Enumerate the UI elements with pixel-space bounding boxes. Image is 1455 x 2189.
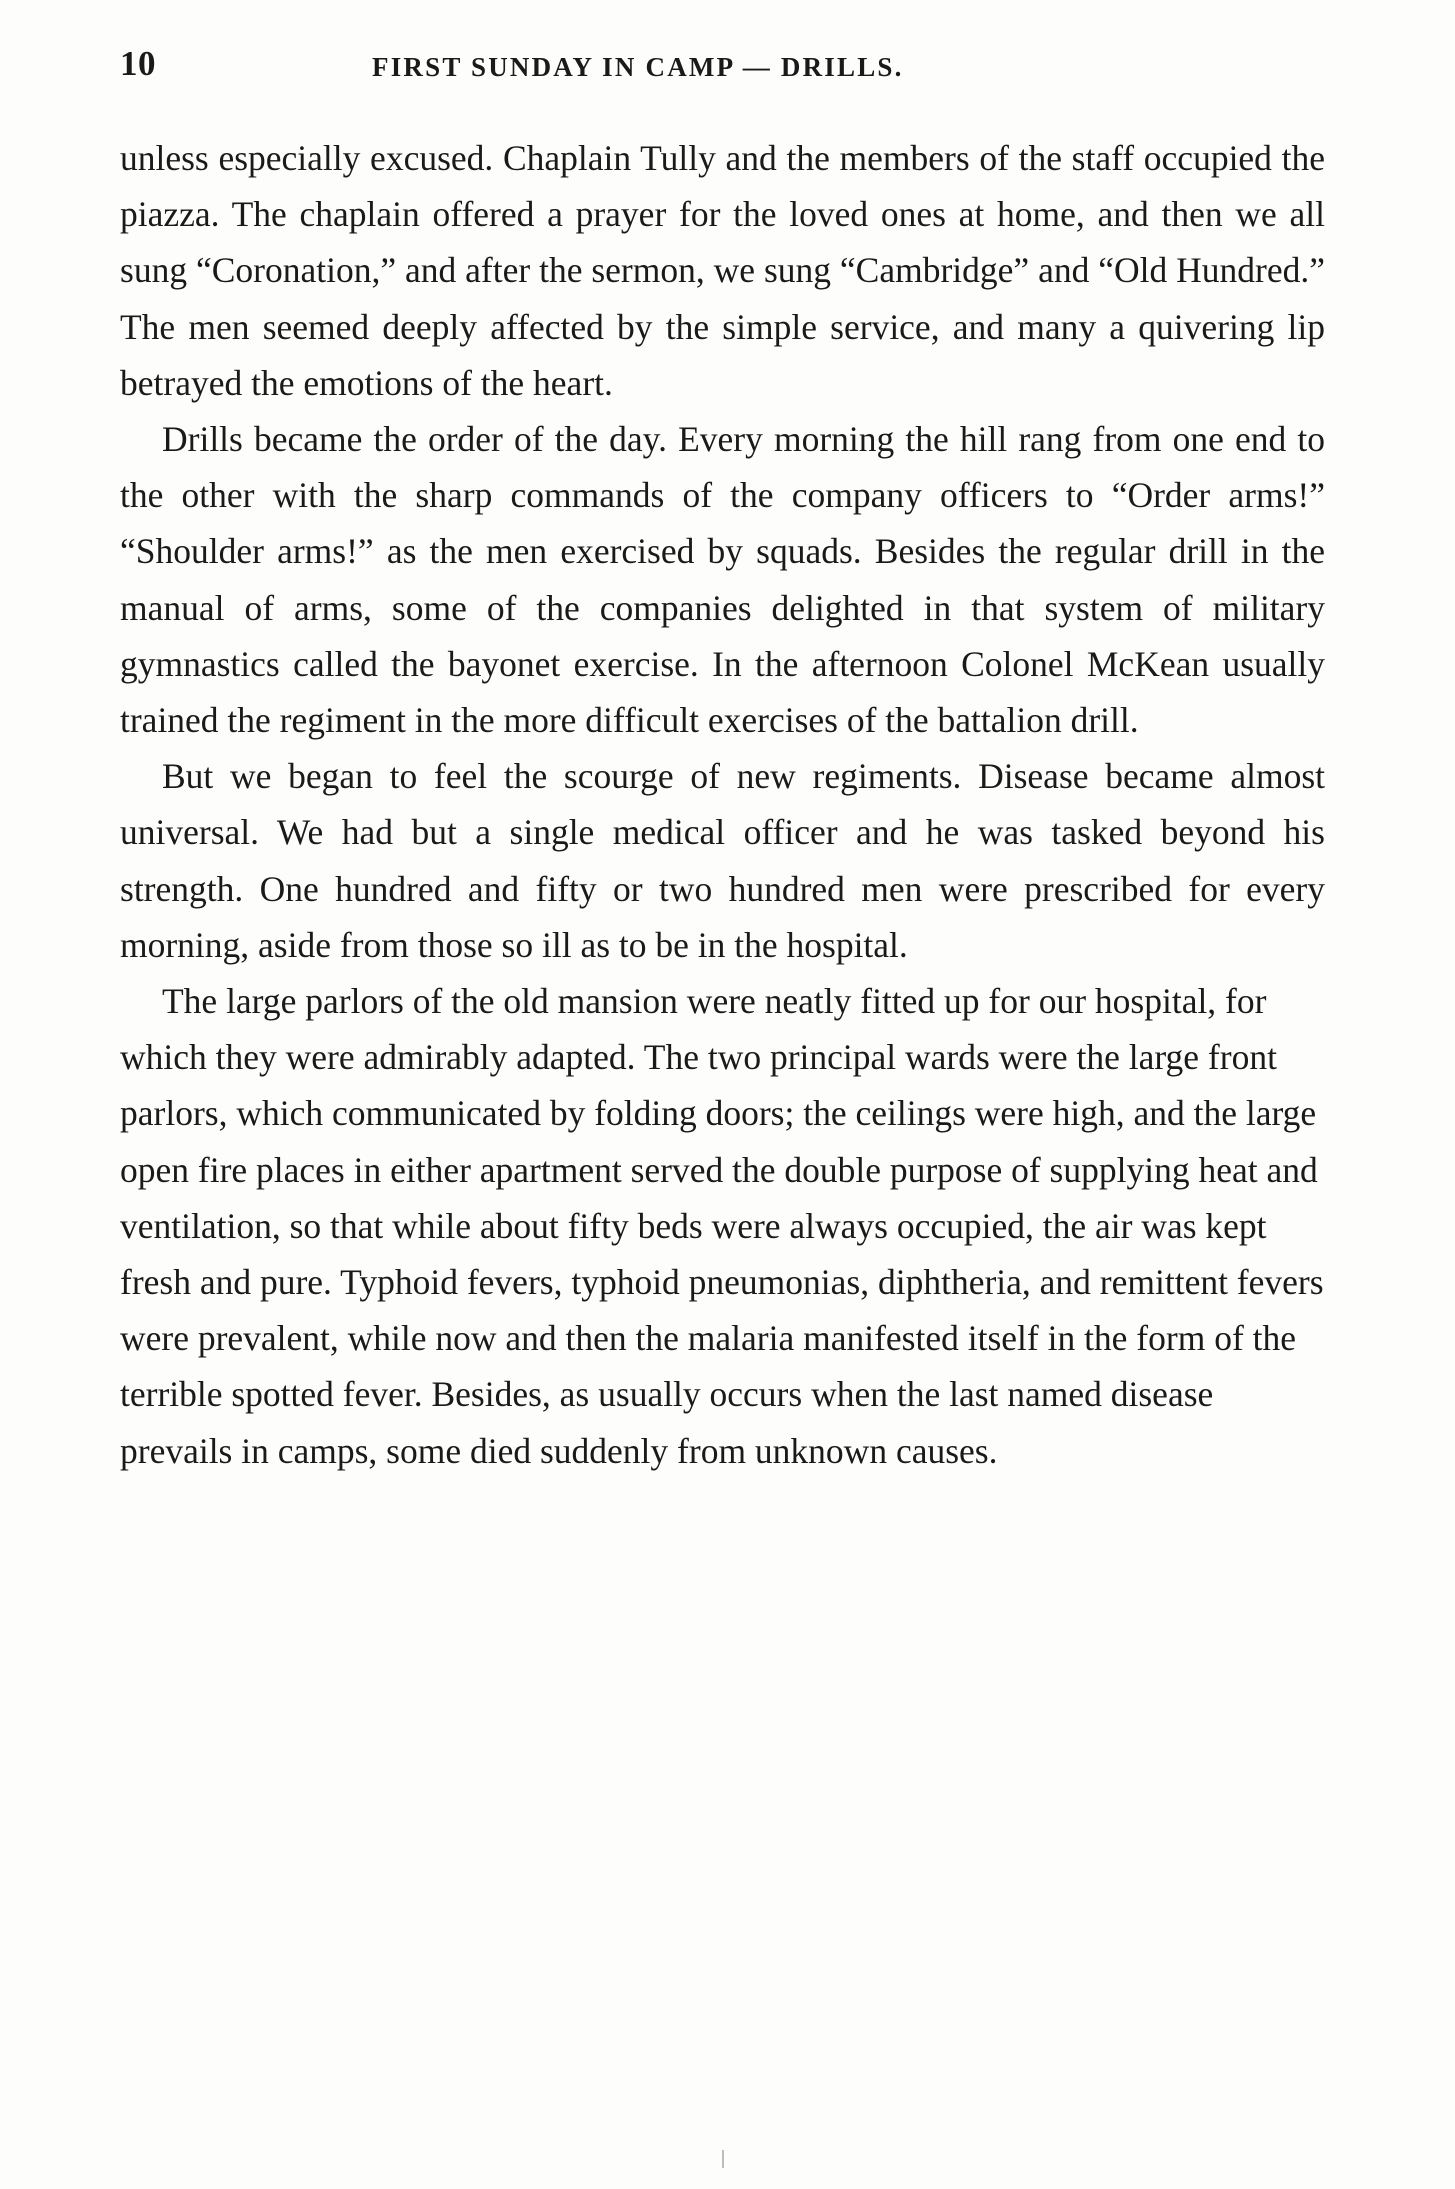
running-head: FIRST SUNDAY IN CAMP — DRILLS. bbox=[372, 52, 904, 82]
page-fold-mark bbox=[722, 2150, 724, 2168]
page-number: 10 bbox=[120, 44, 156, 83]
paragraph: The large parlors of the old mansion were neatly fitted up for our hospital, for which they were admirably adapted. The two principal wards were the large front parlors, which communicated by folding doors; the ceilings were high, and the large open fire places in either apartment served the double purpose of supplying heat and ventilation, so that while about fifty beds were always occupied, the air was kept fresh and pure. Typhoid fevers, typhoid pneumonias, diphtheria, and remittent fevers were prevalent, while now and then the malaria manifested itself in the form of the terrible spotted fever. Besides, as usually occurs when the last named disease prevails in camps, some died suddenly from unknown causes. bbox=[120, 981, 1324, 1471]
paragraph: unless especially excused. Chaplain Tully and the members of the staff occupied the piazza. The chaplain offered a prayer for the loved ones at home, and then we all sung “Coronation,” and after the sermon, we sung “Cambridge” and “Old Hundred.” The men seemed deeply affected by the simple service, and many a quivering lip betrayed the emotions of the heart. bbox=[120, 138, 1325, 403]
body-text bbox=[120, 130, 1325, 1479]
paragraph: Drills became the order of the day. Every morning the hill rang from one end to the other with the sharp commands of the company officers to “Order arms!” “Shoulder arms!” as the men exercised by squads. Besides the regular drill in the manual of arms, some of the companies delighted in that system of military gymnastics called the bayonet exercise. In the afternoon Colonel McKean usually trained the regiment in the more difficult exercises of the battalion drill. bbox=[120, 419, 1325, 741]
paragraph: But we began to feel the scourge of new regiments. Disease became almost universal. We had but a single medical officer and he was tasked beyond his strength. One hundred and fifty or two hundred men were prescribed for every morning, aside from those so ill as to be in the hospital. bbox=[120, 756, 1325, 965]
page-header bbox=[120, 38, 1335, 84]
